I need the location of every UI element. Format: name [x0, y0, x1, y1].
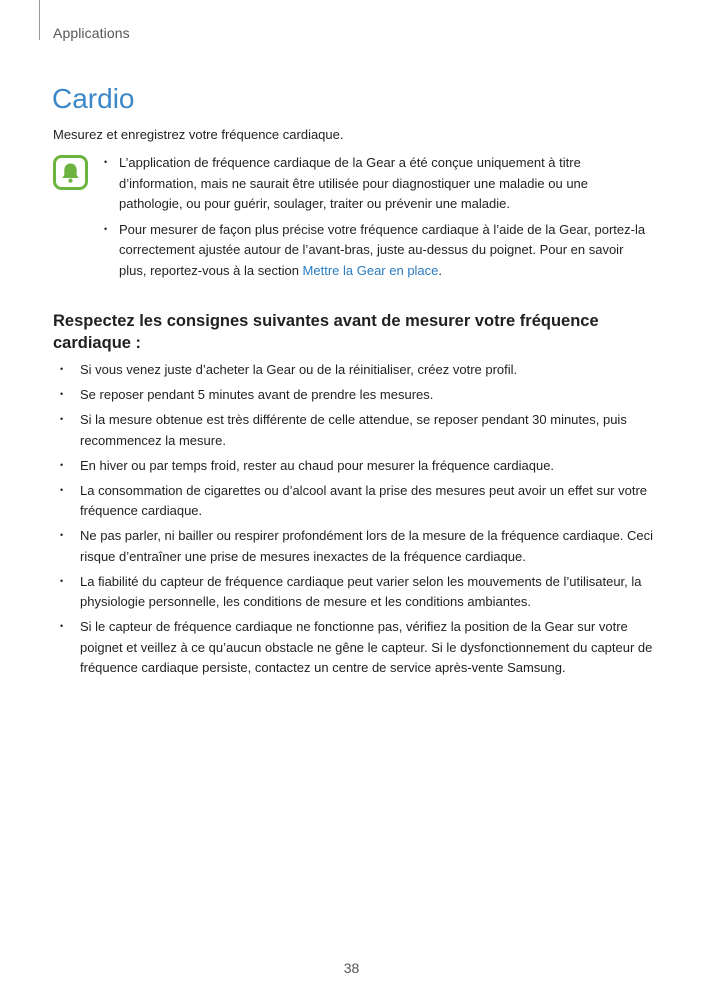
list-item: • La consommation de cigarettes ou d’alcool avant la prise des mesures peut avoir un effet sur votre fréquence cardiaque.	[60, 481, 655, 522]
header-divider-line	[39, 0, 40, 40]
note-item-text-end: .	[438, 262, 443, 278]
list-item: • En hiver ou par temps froid, rester au chaud pour mesurer la fréquence cardiaque.	[60, 456, 655, 477]
section-label: Applications	[53, 25, 130, 41]
list-item: • Si le capteur de fréquence cardiaque ne fonctionne pas, vérifiez la position de la Gear sur votre poignet et veillez à ce qu’aucun obstacle ne gêne le capteur. Si le dysfonctionnement du capteur de fréquence cardiaque persiste, contactez un centre de service après-vente Samsung.	[60, 617, 655, 679]
intro-text: Mesurez et enregistrez votre fréquence cardiaque.	[53, 127, 344, 142]
list-item: • Se reposer pendant 5 minutes avant de prendre les mesures.	[60, 385, 655, 406]
section-heading: Respectez les consignes suivantes avant de mesurer votre fréquence cardiaque :	[53, 312, 599, 352]
page-title: Cardio	[52, 83, 135, 114]
page-number: 38	[343, 960, 360, 976]
note-item	[104, 153, 652, 215]
list-item: • Ne pas parler, ni bailler ou respirer profondément lors de la mesure de la fréquence cardiaque. Ceci risque d’entraîner une prise de mesures inexactes de la fréquence cardiaque.	[60, 526, 655, 567]
bell-icon	[53, 155, 88, 190]
mettre-la-gear-en-place-link[interactable]: Mettre la Gear en place	[302, 262, 439, 278]
note-item-text: L’application de fréquence cardiaque de la Gear a été conçue uniquement à titre d’information, mais ne saurait être utilisée pour diagnostiquer une maladie ou une pathologie, ou pour guérir, soulager, traiter ou prévenir une maladie.	[119, 155, 589, 211]
note-item	[104, 220, 652, 282]
note-item-text: Pour mesurer de façon plus précise votre fréquence cardiaque à l’aide de la Gear, portez-la correctement ajustée autour de l’avant-bras, juste au-dessus du poignet. Pour en savoir plus, reportez-vous à la section	[119, 221, 646, 278]
note-list	[104, 153, 652, 286]
list-item: • Si vous venez juste d’acheter la Gear ou de la réinitialiser, créez votre profil.	[60, 360, 655, 381]
list-item: • Si la mesure obtenue est très différente de celle attendue, se reposer pendant 30 minutes, puis recommencez la mesure.	[60, 410, 655, 451]
list-item: • La fiabilité du capteur de fréquence cardiaque peut varier selon les mouvements de l’utilisateur, la physiologie personnelle, les conditions de mesure et les conditions ambiantes.	[60, 572, 655, 613]
consignes-list	[60, 360, 655, 683]
